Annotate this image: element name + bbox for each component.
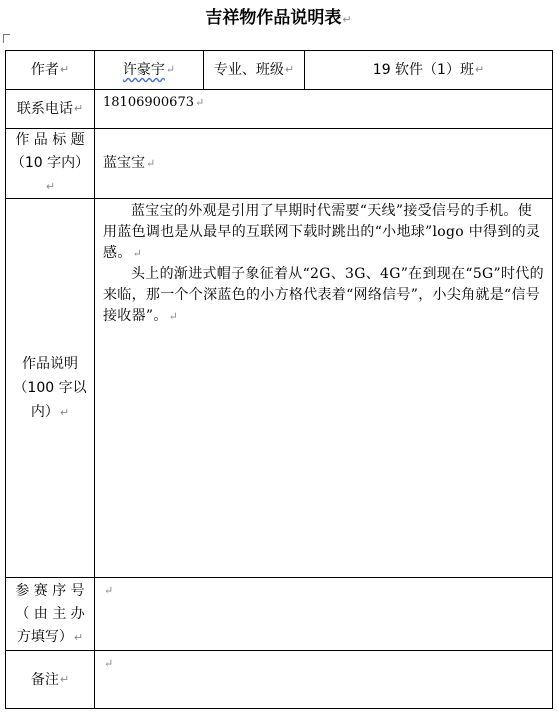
description-label-cell: 作品说明 （100 字以 内）↵ bbox=[5, 198, 95, 578]
author-value: 许豪宇 bbox=[122, 62, 165, 78]
work-title-label-cell: 作 品 标 题 （10 字内）↵ bbox=[5, 128, 95, 199]
work-title-label-line2: （10 字内） bbox=[10, 155, 90, 171]
author-value-cell[interactable]: 许豪宇 ↵ bbox=[94, 50, 204, 90]
phone-label: 联系电话 bbox=[16, 101, 73, 117]
entry-no-label-line3: 方填写） bbox=[16, 628, 73, 645]
description-paragraph: 蓝宝宝的外观是引用了早期时代需要“天线”接受信号的手机。使用蓝色调也是从最早的互联网下载时跳出的“小地球”logo 中得到的灵感。↵ bbox=[103, 203, 541, 261]
phone-value-cell[interactable]: 18106900673↵ bbox=[94, 89, 553, 129]
remarks-label-cell: 备注 ↵ bbox=[5, 650, 95, 709]
author-label-cell: 作者 ↵ bbox=[5, 50, 95, 90]
entry-no-value-cell[interactable]: ↵ bbox=[94, 577, 553, 651]
description-label-line2: （100 字以 bbox=[13, 379, 87, 396]
work-title-value-cell[interactable]: 蓝宝宝↵ bbox=[94, 128, 553, 199]
entry-no-label-line2: （ 由 主 办 bbox=[15, 605, 85, 622]
entry-no-label-cell: 参 赛 序 号 （ 由 主 办 方填写）↵ bbox=[5, 577, 95, 651]
phone-label-cell: 联系电话 ↵ bbox=[5, 89, 95, 129]
major-value-cell[interactable]: 19 软件（1）班 ↵ bbox=[304, 50, 553, 90]
page-title: 吉祥物作品说明表↵ bbox=[205, 8, 352, 28]
major-value: 19 软件（1）班 bbox=[372, 62, 474, 78]
remarks-value-cell[interactable]: ↵ bbox=[94, 650, 553, 709]
major-label-cell: 专业、班级 ↵ bbox=[203, 50, 305, 90]
major-label: 专业、班级 bbox=[213, 62, 284, 78]
description-label-line1: 作品说明 bbox=[21, 355, 78, 372]
page-corner-mark bbox=[3, 34, 10, 43]
work-title-label-line1: 作 品 标 题 bbox=[15, 132, 85, 148]
description-paragraph: 头上的渐进式帽子象征着从“2G、3G、4G”在到现在“5G”时代的来临，那一个个深蓝色的小方格代表着“网络信号”，小尖角就是“信号接收器”。↵ bbox=[103, 266, 544, 324]
entry-no-label-line1: 参 赛 序 号 bbox=[15, 582, 85, 599]
description-value-cell[interactable] bbox=[94, 198, 553, 578]
phone-value: 18106900673 bbox=[103, 95, 194, 110]
description-label-line3: 内） bbox=[30, 403, 59, 420]
author-label: 作者 bbox=[30, 62, 59, 78]
remarks-label: 备注 bbox=[30, 671, 59, 688]
work-title-value: 蓝宝宝 bbox=[103, 155, 145, 171]
